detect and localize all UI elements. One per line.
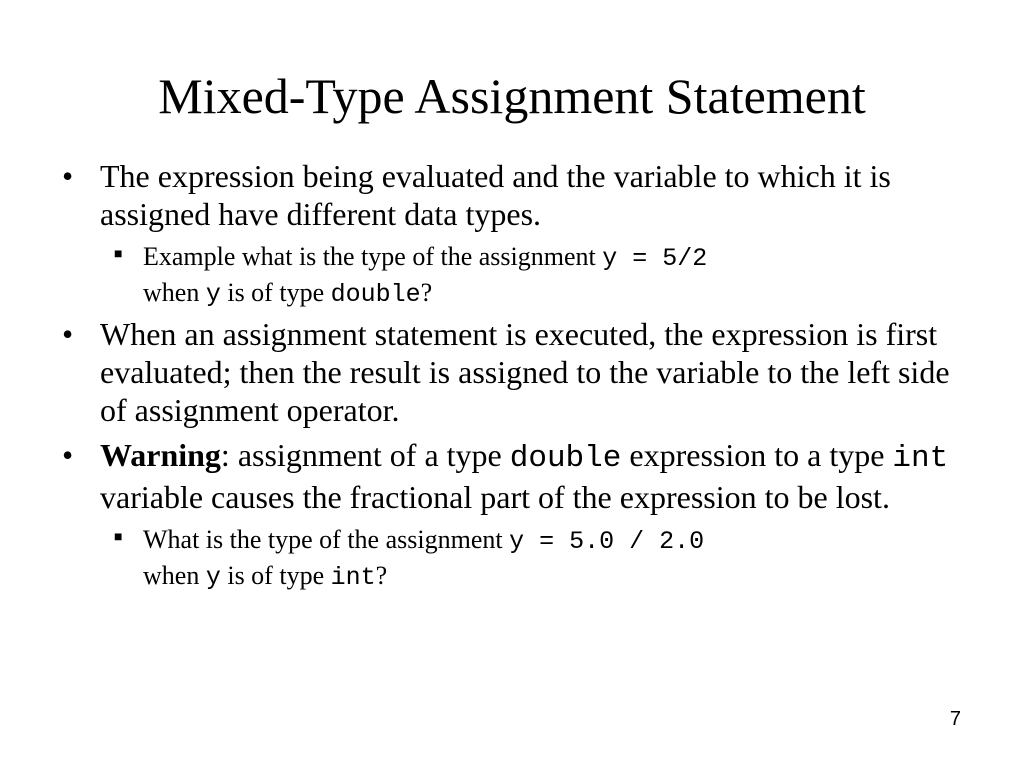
sub-bullet-marker: ■ bbox=[114, 530, 123, 545]
slide-body bbox=[62, 157, 962, 598]
sub-bullet-text: ? bbox=[375, 561, 388, 590]
bullet-item bbox=[62, 315, 962, 429]
bullet-text: : assignment of a type bbox=[220, 437, 510, 473]
sub-bullet-text: when bbox=[143, 278, 206, 307]
warning-label: Warning bbox=[100, 437, 221, 473]
bullet-marker: • bbox=[62, 316, 74, 352]
bullet-text: The expression being evaluated and the variable to which it is assigned have different data types. bbox=[100, 158, 891, 232]
page-number: 7 bbox=[949, 708, 961, 730]
sub-bullet-text: Example what is the type of the assignment bbox=[143, 242, 603, 271]
sub-bullet-text: when bbox=[143, 561, 206, 590]
bullet-text: expression to a type bbox=[621, 437, 893, 473]
code-snippet: int bbox=[330, 563, 376, 592]
sub-bullet-text: What is the type of the assignment bbox=[143, 525, 510, 554]
sub-bullet-marker: ■ bbox=[114, 247, 123, 262]
code-snippet: double bbox=[330, 280, 421, 309]
code-snippet: y = 5/2 bbox=[602, 244, 708, 273]
bullet-marker: • bbox=[62, 158, 74, 194]
slide-title: Mixed-Type Assignment Statement bbox=[158, 68, 866, 124]
sub-bullet-item bbox=[114, 523, 962, 595]
bullet-item bbox=[62, 436, 962, 516]
bullet-marker: • bbox=[62, 437, 74, 473]
sub-bullet-text: ? bbox=[420, 278, 433, 307]
bullet-text: When an assignment statement is executed, the expression is first evaluated; then the result is assigned to the variable to the left side of assignment operator. bbox=[100, 316, 950, 428]
bullet-item bbox=[62, 157, 962, 233]
code-snippet: double bbox=[509, 441, 622, 476]
code-snippet: y bbox=[205, 280, 221, 309]
code-snippet: y = 5.0 / 2.0 bbox=[509, 527, 705, 556]
code-snippet: y bbox=[205, 563, 221, 592]
sub-bullet-text: is of type bbox=[220, 278, 331, 307]
code-snippet: int bbox=[892, 441, 949, 476]
bullet-text: variable causes the fractional part of the expression to be lost. bbox=[100, 479, 890, 515]
sub-bullet-text: is of type bbox=[220, 561, 331, 590]
sub-bullet-item bbox=[114, 240, 962, 312]
